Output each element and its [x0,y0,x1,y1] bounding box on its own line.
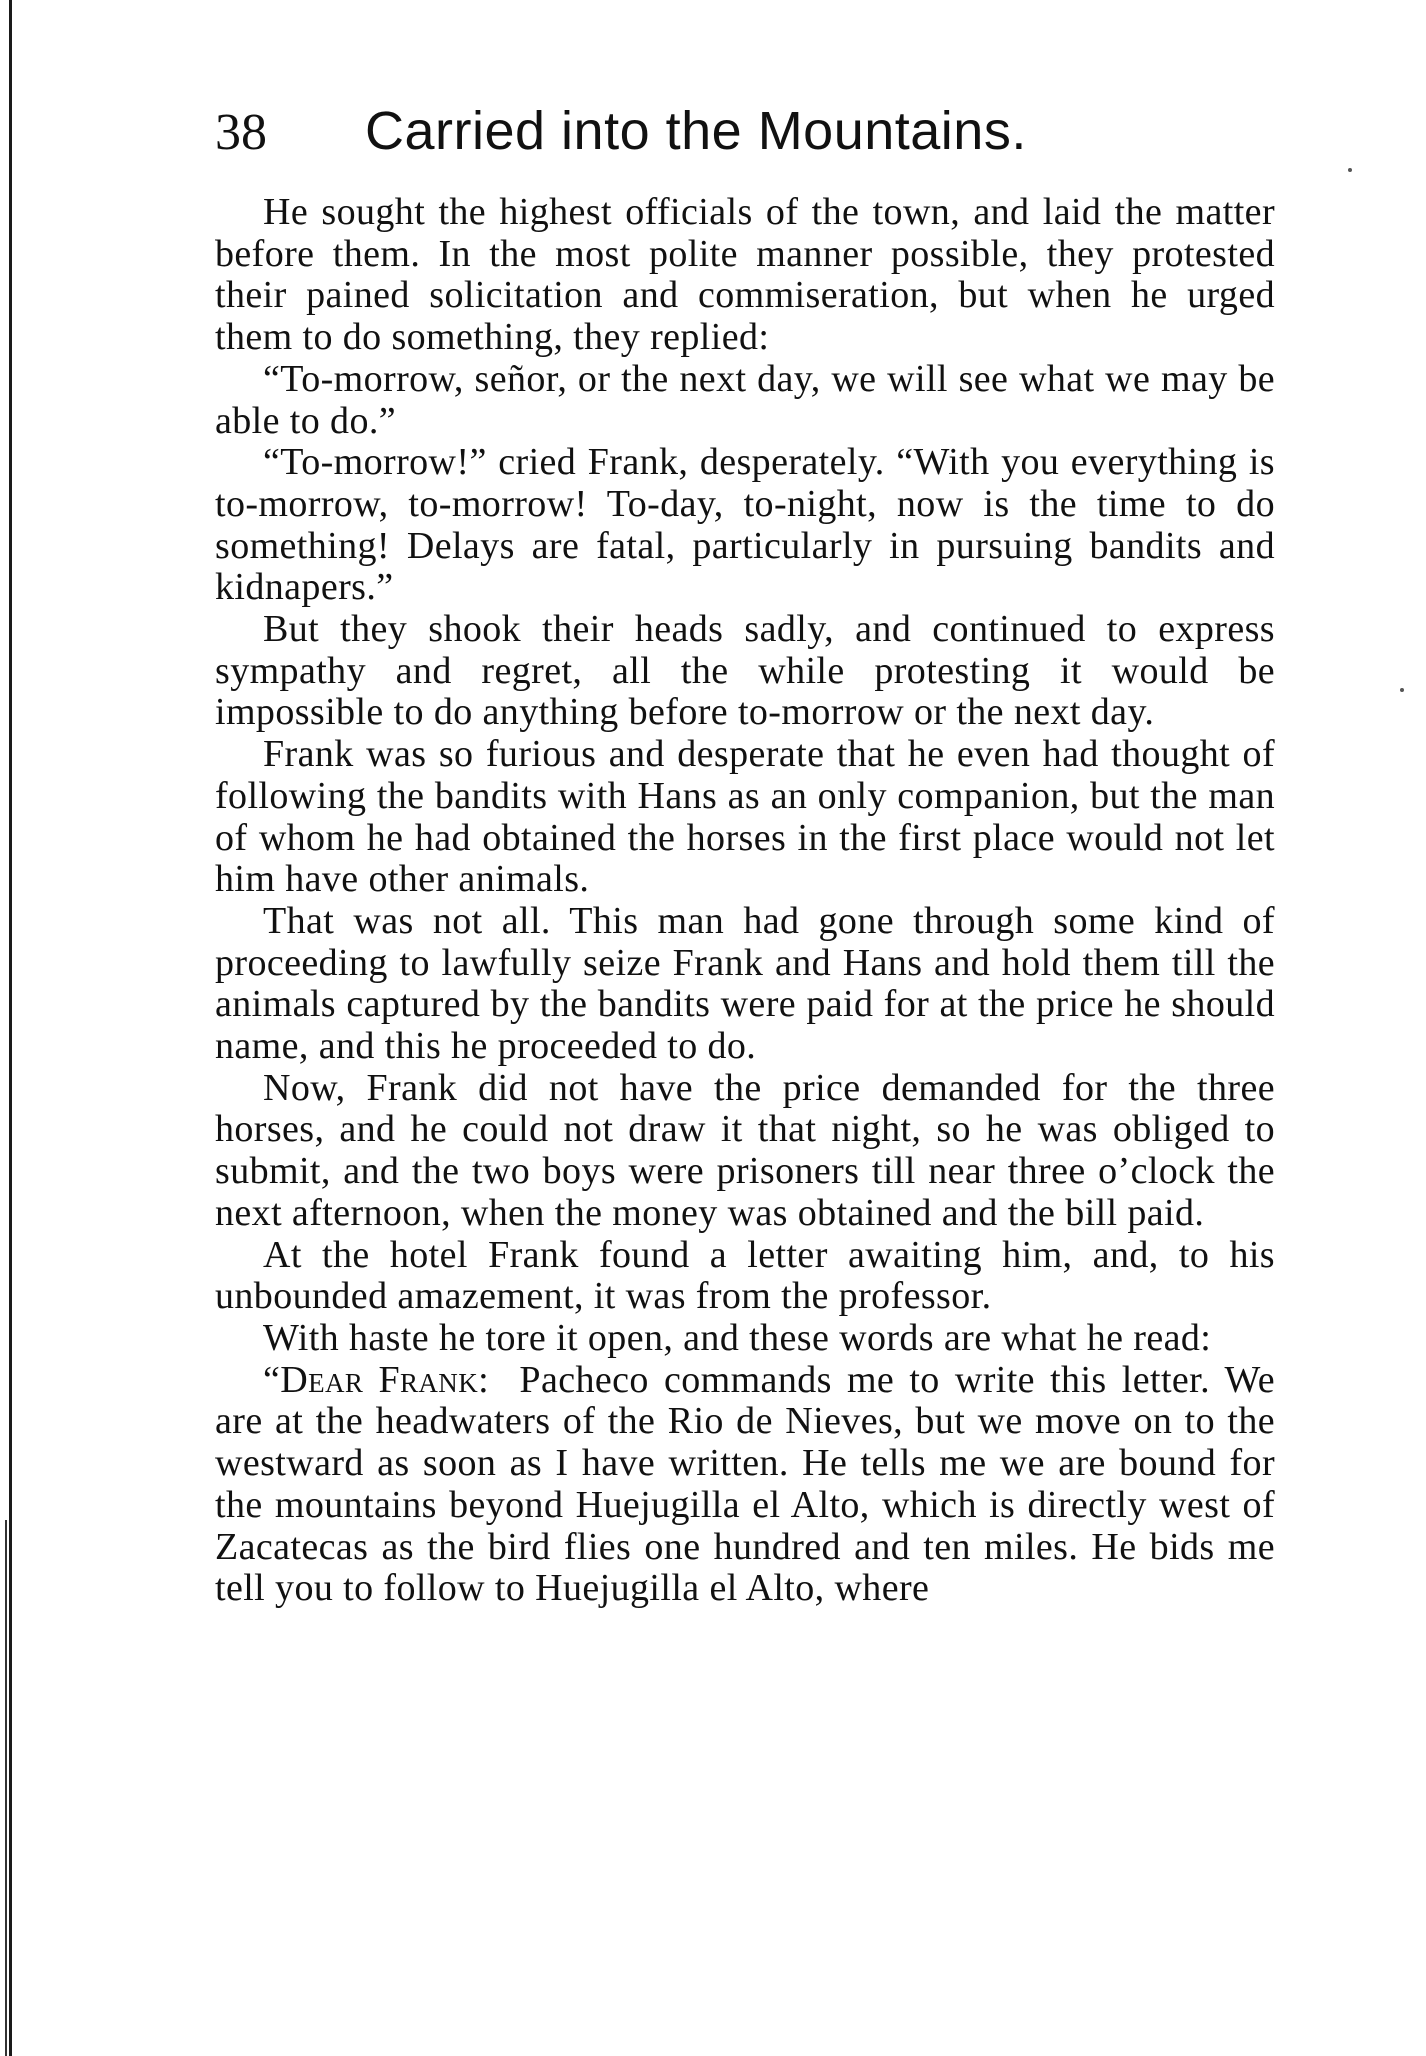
body-text [215,192,1275,1610]
paragraph: He sought the highest officials of the town, and laid the matter before them. In the most polite manner possible, they protested their pained solicitation and commiseration, but when he urged them to do something, they replied: [215,191,1275,359]
paragraph: “To-morrow, señor, or the next day, we will see what we may be able to do.” [215,357,1275,442]
paragraph: That was not all. This man had gone through some kind of proceeding to lawfully seize Frank and Hans and hold them till the animals captured by the bandits were paid for at the price he should name, and this he proceeded to do. [215,899,1275,1068]
paragraph: At the hotel Frank found a letter awaiting him, and, to his unbounded amazement, it was from the professor. [215,1233,1275,1318]
print-speck [1348,168,1352,172]
paragraph: “To-morrow!” cried Frank, desperately. “With you everything is to-morrow, to-morrow! To-day, to-night, now is the time to do something! Delays are fatal, particularly in pursuing bandits and kidnapers.” [215,441,1275,609]
print-speck [1400,688,1404,692]
paragraph: But they shook their heads sadly, and continued to express sympathy and regret, all the while protesting it would be impossible to do anything before to-morrow or the next day. [215,608,1275,734]
page-header [215,100,1275,190]
letter-text: Pacheco commands me to write this letter. We are at the headwaters of the Rio de Nieves, but we move on to the westward as soon as I have written. He tells me we are bound for the mountains beyond Huejugilla el Alto, which is directly west of Zacatecas as the bird flies one hundred and ten miles. He bids me tell you to follow to Huejugilla el Alto, where [215,1358,1275,1610]
page-number: 38 [215,104,267,161]
letter-paragraph [215,1360,1275,1610]
letter-salutation: “Dear Frank: [263,1358,490,1401]
paragraph: Now, Frank did not have the price demanded for the three horses, and he could not draw it that night, so he was obliged to submit, and the two boys were prisoners till near three o’clock the next afternoon, when the money was obtained and the bill paid. [215,1066,1275,1234]
page-edge-rule [9,0,12,2056]
page-edge-rule-inner [5,1520,7,2056]
paragraph: Frank was so furious and desperate that he even had thought of following the bandits with Hans as an only companion, but the man of whom he had obtained the horses in the first place would not let him have other animals. [215,733,1275,901]
running-title: Carried into the Mountains. [365,101,1027,161]
paragraph: With haste he tore it open, and these words are what he read: [263,1316,1212,1359]
book-page [215,100,1275,1610]
